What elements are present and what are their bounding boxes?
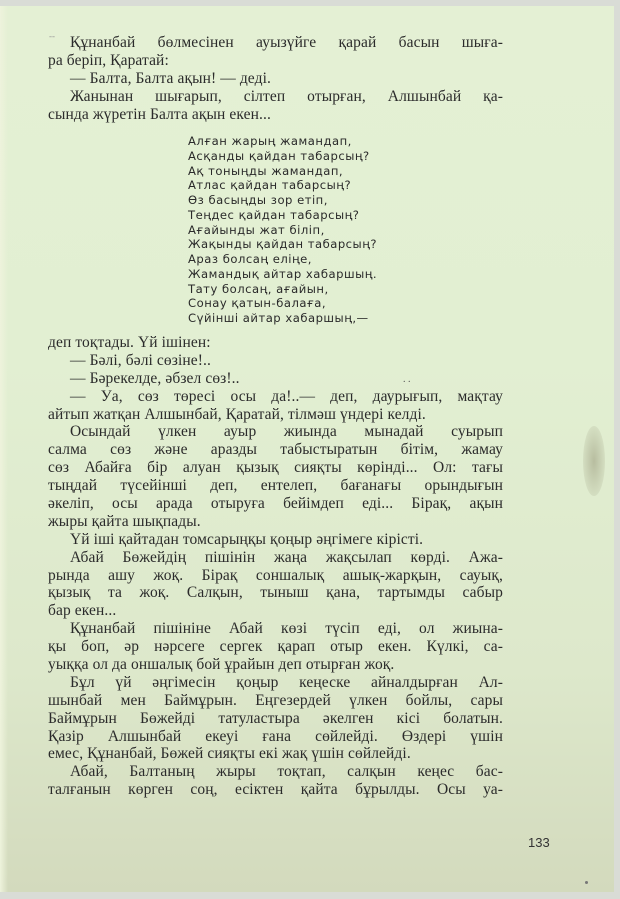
text-line: талғанын көрген соң, есіктен қайта бұрылды. Осы уа-: [48, 781, 503, 799]
verse-line: Жамандық айтар хабаршың.: [188, 266, 378, 281]
verse-line: Сүйінші айтар хабаршың,—: [188, 311, 369, 325]
text-line: айтып жатқан Алшынбай, Қаратай, тілмәш үндері келді.: [48, 405, 426, 423]
verse-line: Жақынды қайдан табарсың?: [188, 237, 378, 252]
text-line: ра беріп, Қаратай:: [48, 51, 169, 69]
scan-specks: . .: [403, 374, 411, 385]
text-line: жыры қайта шықпады.: [48, 512, 201, 530]
text-line: — Бәлі, бәлі сөзіне!..: [70, 351, 211, 369]
text-line: сөз Абайға бір алуан қызық сияқты көрінді... Ол: тағы: [48, 459, 503, 477]
verse-line: Өз басыңды зор етіп,: [188, 193, 328, 207]
text-line: Баймұрын Бөжейді татуластыра әкелген кісі болатын.: [48, 709, 503, 727]
text-line: әкеліп, осы арада отыруға бейімдеп еді... Бірақ, ақын: [48, 495, 503, 513]
prose-block-bottom: [48, 334, 503, 799]
verse-line: Теңдес қайдан табарсың?: [188, 207, 360, 222]
book-page: [0, 6, 614, 892]
text-line: Үй іші қайтадан томсарыңқы қоңыр әңгімеге кірісті.: [70, 530, 424, 548]
verse-line: Алған жарың жамандап,: [188, 134, 352, 148]
text-line: Құнанбай пішініне Абай көзі түсіп еді, ол жиына-: [70, 620, 503, 638]
text-line: бар екен...: [48, 602, 117, 620]
text-line: Құнанбай бөлмесінен ауызүйге қарай басын шыға-: [70, 34, 503, 51]
text-line: Осындай үлкен ауыр жиында мынадай суырып: [70, 423, 503, 441]
text-line: рында ашу жоқ. Бірақ соншалық ашық-жарқын, сауық,: [48, 566, 503, 584]
text-line: салма сөз және аразды табыстыратын бітім, жамау: [48, 441, 503, 459]
prose-block-top: [48, 34, 503, 123]
verse-line: Тату болсаң, ағайын,: [188, 281, 329, 296]
text-line: Қазір Алшынбай екеуі ғана сөйлейді. Өздері үшін: [48, 727, 503, 745]
text-line: деп тоқтады. Үй ішінен:: [48, 334, 211, 351]
text-line: Абай, Балтаның жыры тоқтап, салқын кеңес бас-: [70, 763, 503, 781]
text-line: емес, Құнанбай, Бөжей сияқты екі жақ үшін сөйлейді.: [48, 745, 411, 763]
text-line: Жанынан шығарып, сілтеп отырған, Алшынбай қа-: [70, 87, 503, 105]
verse-line: Араз болсаң еліңе,: [188, 252, 312, 266]
page-number: 133: [528, 835, 550, 850]
scan-dot: [585, 881, 588, 884]
text-line: — Уа, сөз төресі осы да!..— деп, даурығып, мақтау: [70, 387, 503, 405]
verse-line: Асқанды қайдан табарсың?: [188, 148, 370, 163]
text-line: сында жүретін Балта ақын екен...: [48, 105, 271, 123]
text-line: — Балта, Балта ақын! — деді.: [70, 69, 271, 87]
text-line: қызық та жоқ. Салқын, тыныш қана, тартымды сабыр: [48, 584, 503, 602]
poem-block: [188, 134, 377, 326]
text-line: уыққа ол да оншалық бой ұрайын деп отырған жоқ.: [48, 656, 395, 674]
verse-line: Атлас қайдан табарсың?: [188, 178, 352, 193]
text-line: қы боп, әр нәрсеге сергек қарап отыр екен. Күлкі, са-: [48, 638, 503, 656]
verse-line: Ағайынды жат біліп,: [188, 222, 325, 237]
page-curl-shadow: [583, 426, 605, 496]
text-line: Абай Бөжейдің пішінін жаңа жақсылап көрді. Ажа-: [70, 548, 503, 566]
verse-line: Сонау қатын-балаға,: [188, 296, 327, 311]
text-line: тыңдай түсейінші деп, ентелеп, бағанағы орындығын: [48, 477, 503, 495]
text-line: — Бәрекелде, әбзел сөз!..: [70, 369, 240, 387]
verse-line: Ақ тоныңды жамандап,: [188, 163, 344, 178]
scan-mark: --: [49, 31, 55, 41]
text-line: шынбай мен Баймұрын. Еңгезердей үлкен бойлы, сары: [48, 691, 503, 709]
text-line: Бұл үй әңгімесін қоңыр кеңеске айналдырған Ал-: [70, 673, 503, 691]
